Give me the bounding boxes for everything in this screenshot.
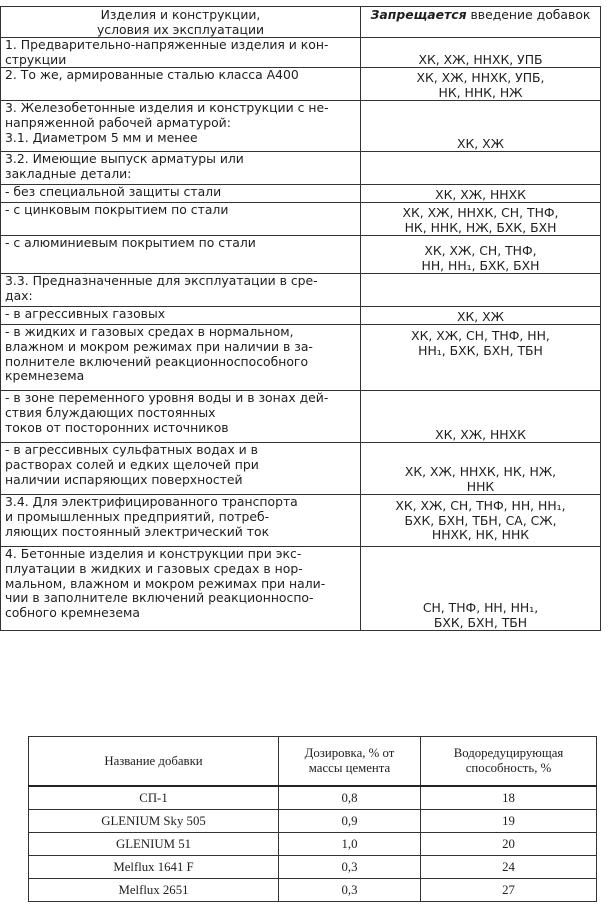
admixture-restrictions-table	[0, 6, 601, 631]
row-value: ХК, ХЖ, ННХК, УПБ, НК, ННК, НЖ	[361, 68, 601, 101]
row-text: 4. Бетонные изделия и конструкции при экс- плуатации в жидких и газовых средах в нор- мальном, влажном и мокром режимах при нали- чии в заполнителе включений реакционноспо- собного кремнезема	[1, 547, 361, 631]
row-text: - в жидких и газовых средах в нормальном, влажном и мокром режимах при наличии в за- полнителе включений реакционноспособного кремнезема	[1, 325, 361, 391]
row-text: - в зоне переменного уровня воды и в зонах дей- ствия блуждающих постоянных токов от посторонних источников	[1, 391, 361, 443]
table-header-row	[1, 7, 601, 38]
table-row	[29, 879, 597, 902]
table-row	[1, 38, 601, 68]
admixture-name: GLENIUM 51	[29, 833, 279, 856]
dosage-value: 0,3	[279, 856, 421, 879]
row-text: 3.2. Имеющие выпуск арматуры или закладные детали:	[1, 152, 361, 185]
table-row	[1, 68, 601, 101]
water-reduction-value: 18	[421, 786, 597, 810]
table-row	[1, 307, 601, 325]
header-water-reduction: Водоредуцирующая способность, %	[421, 737, 597, 787]
water-reduction-value: 19	[421, 810, 597, 833]
table-row	[1, 443, 601, 495]
table-row	[1, 152, 601, 185]
table-row	[1, 203, 601, 236]
table-row	[1, 547, 601, 631]
row-value	[361, 152, 601, 185]
row-value: ХК, ХЖ, СН, ТНФ, НН, НН₁, БХК, БХН, ТБН	[361, 325, 601, 391]
header-dosage: Дозировка, % от массы цемента	[279, 737, 421, 787]
dosage-value: 0,3	[279, 879, 421, 902]
row-value: ХК, ХЖ	[361, 307, 601, 325]
admixture-name: Melflux 1641 F	[29, 856, 279, 879]
water-reduction-value: 27	[421, 879, 597, 902]
table-row	[29, 856, 597, 879]
row-value: ХК, ХЖ, ННХК, УПБ	[361, 38, 601, 68]
row-value	[361, 274, 601, 307]
row-value: ХК, ХЖ, ННХК	[361, 391, 601, 443]
header-conditions: Изделия и конструкции, условия их эксплуатации	[1, 7, 361, 38]
table-row	[29, 833, 597, 856]
row-value: ХК, ХЖ, СН, ТНФ, НН, НН₁, БХК, БХН	[361, 236, 601, 274]
row-text: - в агрессивных газовых	[1, 307, 361, 325]
header-prohibited: Запрещается введение добавок	[361, 7, 601, 38]
table-row	[29, 810, 597, 833]
dosage-value: 0,8	[279, 786, 421, 810]
admixture-name: GLENIUM Sky 505	[29, 810, 279, 833]
row-text: - с цинковым покрытием по стали	[1, 203, 361, 236]
row-text: 1. Предварительно-напряженные изделия и кон- струкции	[1, 38, 361, 68]
table-row	[1, 274, 601, 307]
row-text: 2. То же, армированные сталью класса А400	[1, 68, 361, 101]
water-reduction-value: 24	[421, 856, 597, 879]
table-row	[1, 185, 601, 203]
table-header-row	[29, 737, 597, 787]
dosage-value: 1,0	[279, 833, 421, 856]
admixture-name: Melflux 2651	[29, 879, 279, 902]
water-reduction-value: 20	[421, 833, 597, 856]
row-text: - в агрессивных сульфатных водах и в растворах солей и едких щелочей при наличии испаряющих поверхностей	[1, 443, 361, 495]
dosage-value: 0,9	[279, 810, 421, 833]
table-row	[1, 101, 601, 152]
row-text: 3. Железобетонные изделия и конструкции с не- напряженной рабочей арматурой: 3.1. Диаметром 5 мм и менее	[1, 101, 361, 152]
row-text: 3.3. Предназначенные для эксплуатации в сре- дах:	[1, 274, 361, 307]
row-text: 3.4. Для электрифицированного транспорта и промышленных предприятий, потреб- ляющих постоянный электрический ток	[1, 495, 361, 547]
row-value: ХК, ХЖ, ННХК	[361, 185, 601, 203]
row-text: - без специальной защиты стали	[1, 185, 361, 203]
admixture-properties-table	[28, 736, 597, 902]
admixture-name: СП-1	[29, 786, 279, 810]
table-row	[29, 786, 597, 810]
row-value: ХК, ХЖ	[361, 101, 601, 152]
header-admixture-name: Название добавки	[29, 737, 279, 787]
table-row	[1, 495, 601, 547]
row-value: СН, ТНФ, НН, НН₁, БХК, БХН, ТБН	[361, 547, 601, 631]
table-row	[1, 236, 601, 274]
row-text: - с алюминиевым покрытием по стали	[1, 236, 361, 274]
table-row	[1, 391, 601, 443]
row-value: ХК, ХЖ, ННХК, СН, ТНФ, НК, ННК, НЖ, БХК, БХН	[361, 203, 601, 236]
row-value: ХК, ХЖ, СН, ТНФ, НН, НН₁, БХК, БХН, ТБН, СА, СЖ, ННХК, НК, ННК	[361, 495, 601, 547]
table-row	[1, 325, 601, 391]
row-value: ХК, ХЖ, ННХК, НК, НЖ, ННК	[361, 443, 601, 495]
